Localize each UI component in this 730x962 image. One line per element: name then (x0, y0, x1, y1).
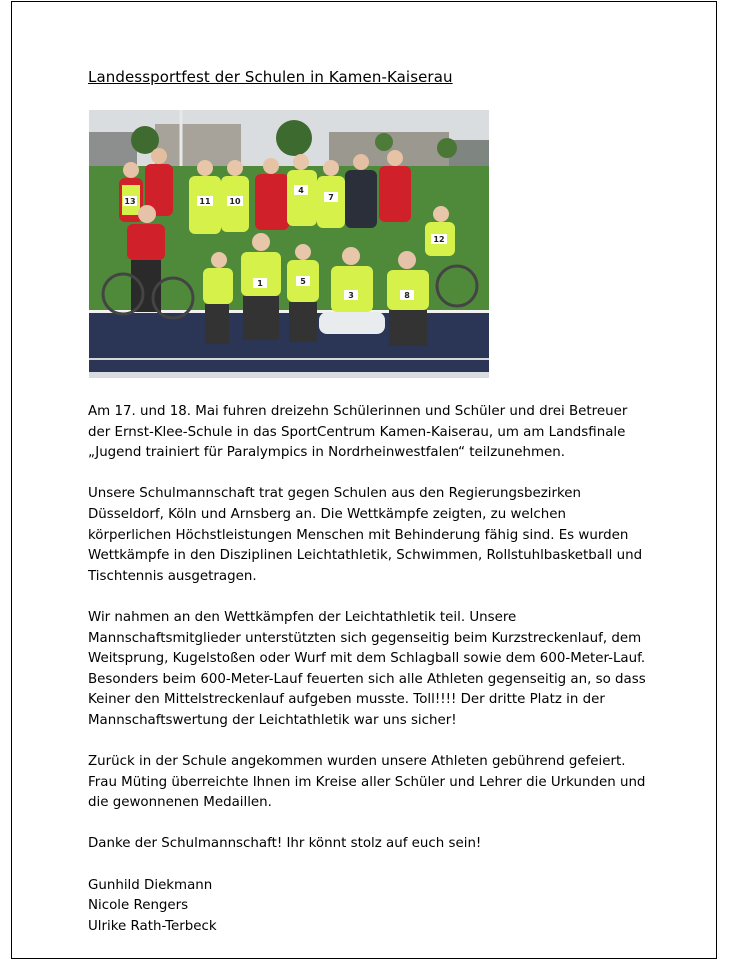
signature-name: Ulrike Rath-Terbeck (88, 918, 217, 934)
jersey-number: 7 (328, 193, 334, 202)
document-title: Landessportfest der Schulen in Kamen-Kaiserau (88, 68, 453, 86)
jersey-number: 3 (348, 291, 354, 300)
signature-block (88, 876, 648, 938)
group-photo (89, 110, 489, 378)
jersey-number: 11 (199, 197, 211, 206)
signature-name: Nicole Rengers (88, 898, 189, 914)
signature-name: Gunhild Diekmann (88, 877, 213, 893)
jersey-number: 5 (300, 277, 306, 286)
paragraph: Wir nahmen an den Wettkämpfen der Leichtathletik teil. Unsere Mannschaftsmitglieder unterstützten sich gegenseitig beim Kurzstreckenlauf, dem Weitsprung, Kugelstoßen oder Wurf mit dem Schlagball sowie dem 600-Meter-Lauf. Besonders beim 600-Meter-Lauf feuerten sich alle Athleten gegenseitig an, so dass Keiner den Mittelstreckenlauf aufgeben musste. Toll!!!! Der dritte Platz in der Mannschaftswertung der Leichtathletik war uns sicher! (88, 609, 646, 728)
paragraph: Am 17. und 18. Mai fuhren dreizehn Schülerinnen und Schüler und drei Betreuer der Ernst-Klee-Schule in das SportCentrum Kamen-Kaiserau, um am Landsfinale „Jugend trainiert für Paralympics in Nordrheinwestfalen“ teilzunehmen. (88, 404, 628, 461)
jersey-number: 4 (298, 186, 304, 195)
jersey-number: 8 (404, 291, 410, 300)
jersey-number: 12 (433, 235, 445, 244)
paragraph: Danke der Schulmannschaft! Ihr könnt stolz auf euch sein! (88, 836, 482, 852)
jersey-number: 13 (124, 197, 136, 206)
article-body (88, 402, 648, 937)
paragraph: Unsere Schulmannschaft trat gegen Schulen aus den Regierungsbezirken Düsseldorf, Köln und Arnsberg an. Die Wettkämpfe zeigten, zu welchen körperlichen Höchstleistungen Menschen mit Behinderung fähig sind. Es wurden Wettkämpfe in den Disziplinen Leichtathletik, Schwimmen, Rollstuhlbasketball und Tischtennis ausgetragen. (88, 486, 643, 584)
jersey-number: 10 (229, 197, 241, 206)
paragraph: Zurück in der Schule angekommen wurden unsere Athleten gebührend gefeiert. Frau Müting überreichte Ihnen im Kreise aller Schüler und Lehrer die Urkunden und die gewonnenen Medaillen. (88, 754, 646, 811)
jersey-number: 1 (257, 279, 263, 288)
